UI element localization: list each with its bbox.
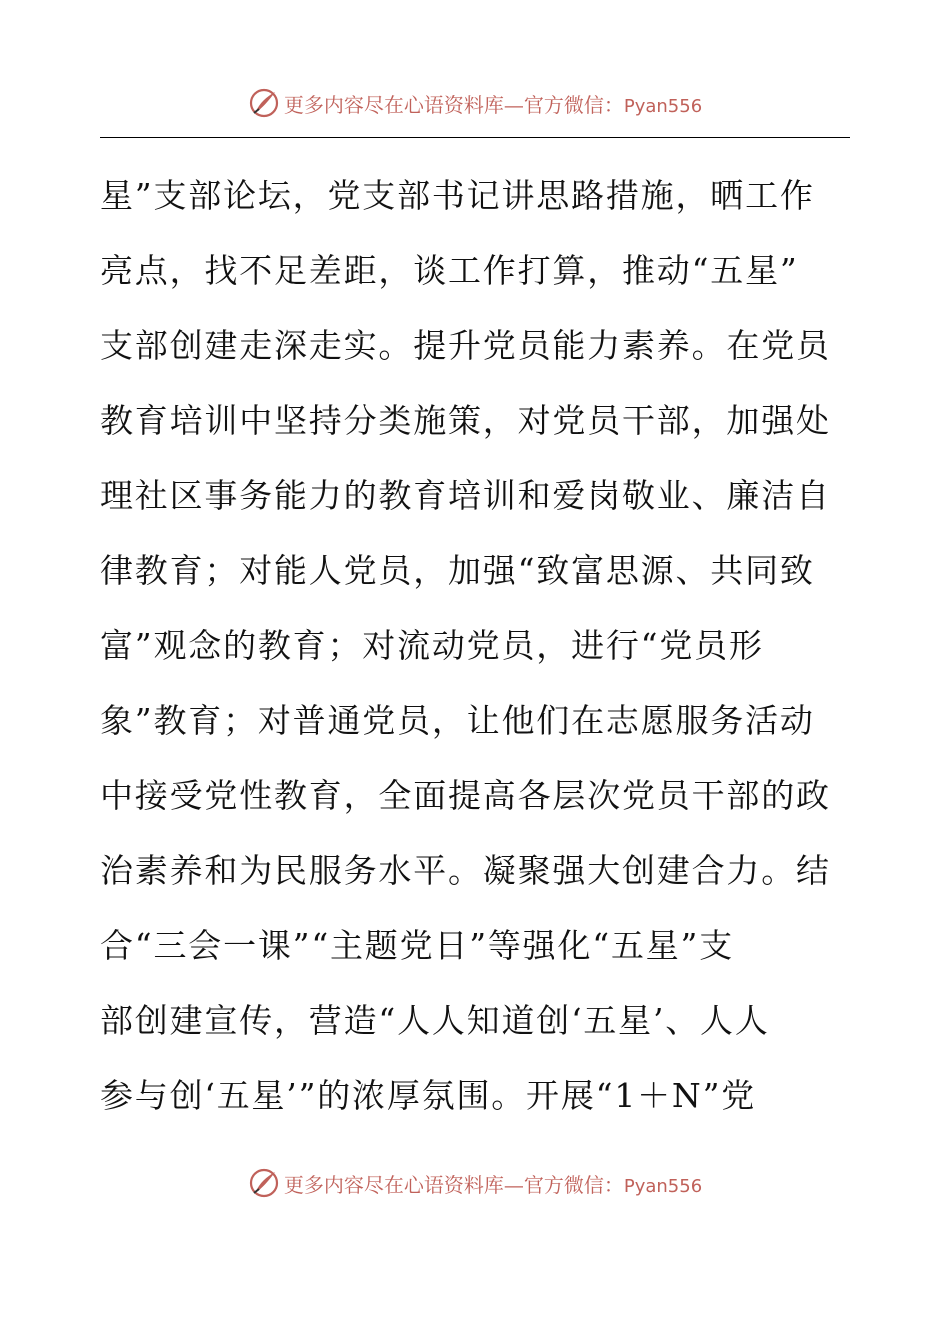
- text-line: 部创建宣传，营造“人人知道创‘五星’、人人: [100, 1001, 770, 1040]
- text-line: 理社区事务能力的教育培训和爱岗敬业、廉洁自: [100, 476, 831, 515]
- text-line: 支部创建走深走实。提升党员能力素养。在党员: [100, 326, 831, 365]
- header-divider: [100, 137, 850, 138]
- footer-banner: [0, 1163, 950, 1203]
- text-line: 治素养和为民服务水平。凝聚强大创建合力。结: [100, 851, 831, 890]
- header-banner-text: 更多内容尽在心语资料库—官方微信：Pyan556: [283, 92, 703, 117]
- text-line: 富”观念的教育；对流动党员，进行“党员形: [100, 626, 764, 665]
- header-wechat-id: Pyan556: [623, 95, 703, 117]
- text-line: 参与创‘五星’”的浓厚氛围。开展“1＋N”党: [100, 1076, 757, 1115]
- text-line: 合“三会一课”“主题党日”等强化“五星”支: [100, 926, 735, 965]
- text-line: 律教育；对能人党员，加强“致富思源、共同致: [100, 551, 815, 590]
- text-line: 中接受党性教育，全面提高各层次党员干部的政: [100, 776, 831, 815]
- text-line: 教育培训中坚持分类施策，对党员干部，加强处: [100, 401, 831, 440]
- header-banner: [0, 83, 950, 123]
- quill-pen-logo-icon: [248, 1167, 280, 1199]
- text-line: 象”教育；对普通党员，让他们在志愿服务活动: [100, 701, 815, 740]
- quill-pen-logo-icon: [248, 87, 280, 119]
- text-line: 亮点，找不足差距，谈工作打算，推动“五星”: [100, 251, 799, 290]
- footer-banner-text: 更多内容尽在心语资料库—官方微信：Pyan556: [283, 1172, 703, 1197]
- footer-wechat-id: Pyan556: [623, 1175, 703, 1197]
- body-paragraph: [100, 158, 860, 1133]
- text-line: 星”支部论坛，党支部书记讲思路措施，晒工作: [100, 176, 815, 215]
